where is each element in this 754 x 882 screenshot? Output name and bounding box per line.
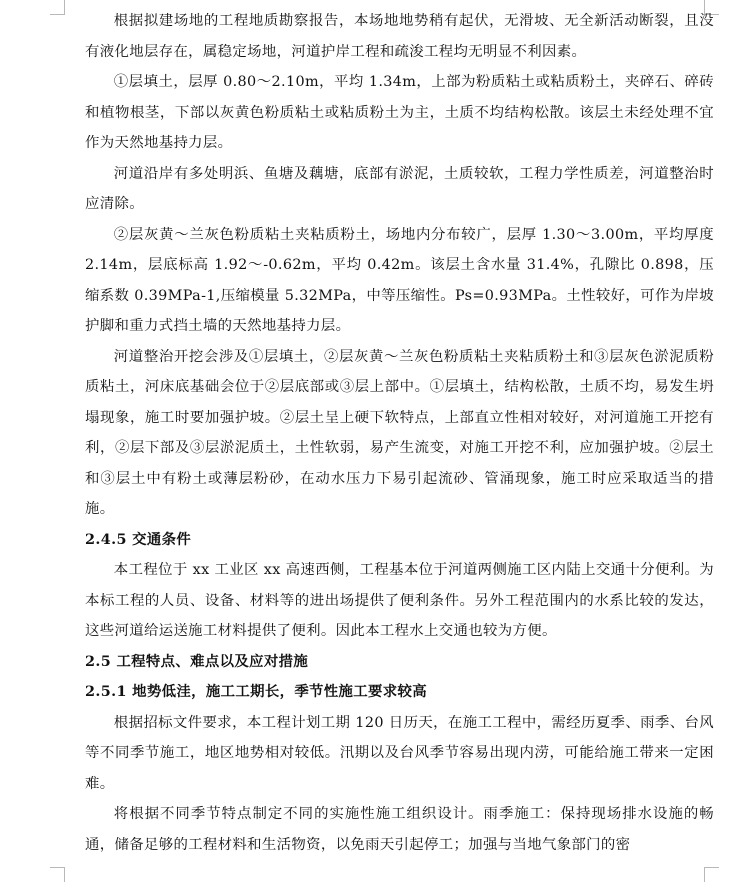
paragraph-traffic: 本工程位于 xx 工业区 xx 高速西侧，工程基本位于河道两侧施工区内陆上交通十分便利。为本标工程的人员、设备、材料等的进出场提供了便利条件。另外工程范围内的水系比较的发达，这些河道给运送施工材料提供了便利。因此本工程水上交通也较为方便。 bbox=[85, 562, 714, 639]
page-corner-mark-bottom-left bbox=[50, 867, 65, 882]
paragraph-layer-2-clay: ②层灰黄～兰灰色粉质粘土夹粘质粉土，场地内分布较广，层厚 1.30～3.00m，平均厚度 2.14m，层底标高 1.92～-0.62m，平均 0.42m。该层土含水量 31.4%，孔隙比 0.898，压缩系数 0.39MPa-1,压缩模量 5.32MPa，中等压缩性。Ps=0.93MPa。土性较好，可作为岸坡护脚和重力式挡土墙的天然地基持力层。 bbox=[85, 226, 714, 334]
section-heading-traffic-conditions: 2.4.5 交通条件 bbox=[85, 530, 192, 548]
paragraph-layer-1-fill: ①层填土，层厚 0.80～2.10m，平均 1.34m，上部为粉质粘土或粘质粉土，夹碎石、碎砖和植物根茎，下部以灰黄色粉质粘土或粘质粉土为主，土质不均结构松散。该层土未经处理不宜作为天然地基持力层。 bbox=[85, 74, 714, 151]
paragraph-riverbank-ponds: 河道沿岸有多处明浜、鱼塘及藕塘，底部有淤泥，土质较软，工程力学性质差，河道整治时应清除。 bbox=[85, 165, 714, 212]
page-corner-mark-bottom-right bbox=[704, 867, 719, 882]
section-heading-project-features: 2.5 工程特点、难点以及应对措施 bbox=[85, 652, 309, 670]
paragraph-seasonal-construction: 将根据不同季节特点制定不同的实施性施工组织设计。雨季施工：保持现场排水设施的畅通，储备足够的工程材料和生活物资，以免雨天引起停工；加强与当地气象部门的密 bbox=[85, 806, 714, 853]
page-corner-mark-top-left bbox=[50, 0, 65, 15]
document-body bbox=[85, 6, 714, 860]
section-heading-low-terrain: 2.5.1 地势低洼，施工工期长，季节性施工要求较高 bbox=[85, 683, 427, 700]
paragraph-site-stability: 根据拟建场地的工程地质勘察报告，本场地地势稍有起伏，无滑坡、无全新活动断裂，且没有液化地层存在，属稳定场地，河道护岸工程和疏浚工程均无明显不利因素。 bbox=[85, 13, 714, 60]
paragraph-schedule: 根据招标文件要求，本工程计划工期 120 日历天，在施工工程中，需经历夏季、雨季、台风等不同季节施工，地区地势相对较低。汛期以及台风季节容易出现内涝，可能给施工带来一定困难。 bbox=[85, 714, 714, 792]
paragraph-excavation-layers: 河道整治开挖会涉及①层填土，②层灰黄～兰灰色粉质粘土夹粘质粉土和③层灰色淤泥质粉质粘土，河床底基础会位于②层底部或③层上部中。①层填土，结构松散，土质不均，易发生坍塌现象，施工时要加强护坡。②层土呈上硬下软特点，上部直立性相对较好，对河道施工开挖有利，②层下部及③层淤泥质土，土性软弱，易产生流变，对施工开挖不利，应加强护坡。②层土和③层土中有粉土或薄层粉砂，在动水压力下易引起流砂、管涌现象，施工时应采取适当的措施。 bbox=[85, 348, 714, 517]
